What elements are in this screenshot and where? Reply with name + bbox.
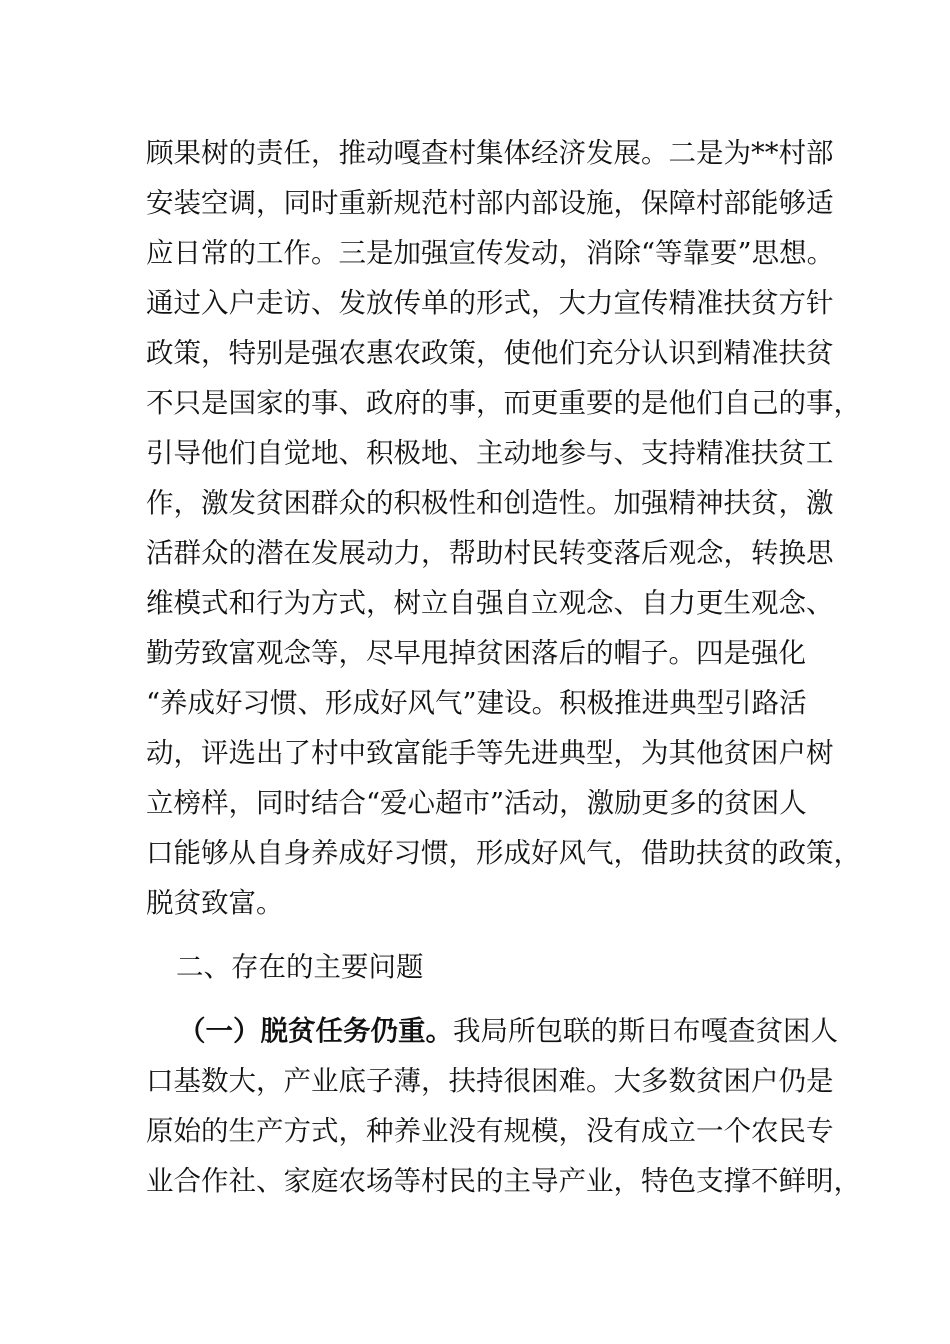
paragraph-line: 政策，特别是强农惠农政策，使他们充分认识到精准扶贫 <box>146 337 834 369</box>
document-body <box>146 128 861 1206</box>
paragraph-line: 勤劳致富观念等，尽早甩掉贫困落后的帽子。四是强化 <box>146 637 806 669</box>
paragraph-line: 口能够从自身养成好习惯，形成好风气，借助扶贫的政策， <box>146 837 861 869</box>
paragraph-line: 引导他们自觉地、积极地、主动地参与、支持精准扶贫工 <box>146 437 834 469</box>
paragraph-line: 安装空调，同时重新规范村部内部设施，保障村部能够适 <box>146 187 834 219</box>
paragraph-main-problems <box>146 1006 861 1206</box>
paragraph-text: 我局所包联的斯日布嘎查贫困人 <box>453 1015 838 1047</box>
spacer <box>146 928 806 942</box>
paragraph-poverty-measures <box>146 128 861 928</box>
spacer <box>146 992 806 1006</box>
paragraph-line: 动，评选出了村中致富能手等先进典型，为其他贫困户树 <box>146 737 834 769</box>
paragraph-line: “养成好习惯、形成好风气”建设。积极推进典型引路活 <box>146 687 807 719</box>
paragraph-line: 立榜样，同时结合“爱心超市”活动，激励更多的贫困人 <box>146 787 807 819</box>
section-heading: 二、存在的主要问题 <box>176 951 424 983</box>
paragraph-line: 应日常的工作。三是加强宣传发动，消除“等靠要”思想。 <box>146 237 835 269</box>
paragraph-line: 活群众的潜在发展动力，帮助村民转变落后观念，转换思 <box>146 537 834 569</box>
paragraph-line: 维模式和行为方式，树立自强自立观念、自力更生观念、 <box>146 587 834 619</box>
paragraph-line: 原始的生产方式，种养业没有规模，没有成立一个农民专 <box>146 1115 834 1147</box>
bold-subheading: （一）脱贫任务仍重。 <box>178 1015 453 1047</box>
paragraph-line: 不只是国家的事、政府的事，而更重要的是他们自己的事， <box>146 387 861 419</box>
paragraph-line: 通过入户走访、发放传单的形式，大力宣传精准扶贫方针 <box>146 287 834 319</box>
paragraph-line: 顾果树的责任，推动嘎查村集体经济发展。二是为**村部 <box>146 137 834 169</box>
paragraph-line: 口基数大，产业底子薄，扶持很困难。大多数贫困户仍是 <box>146 1065 834 1097</box>
paragraph-line: 业合作社、家庭农场等村民的主导产业，特色支撑不鲜明， <box>146 1165 861 1197</box>
paragraph-line: 脱贫致富。 <box>146 887 284 919</box>
paragraph-line: 作，激发贫困群众的积极性和创造性。加强精神扶贫，激 <box>146 487 834 519</box>
paragraph-first-line <box>146 1006 838 1056</box>
